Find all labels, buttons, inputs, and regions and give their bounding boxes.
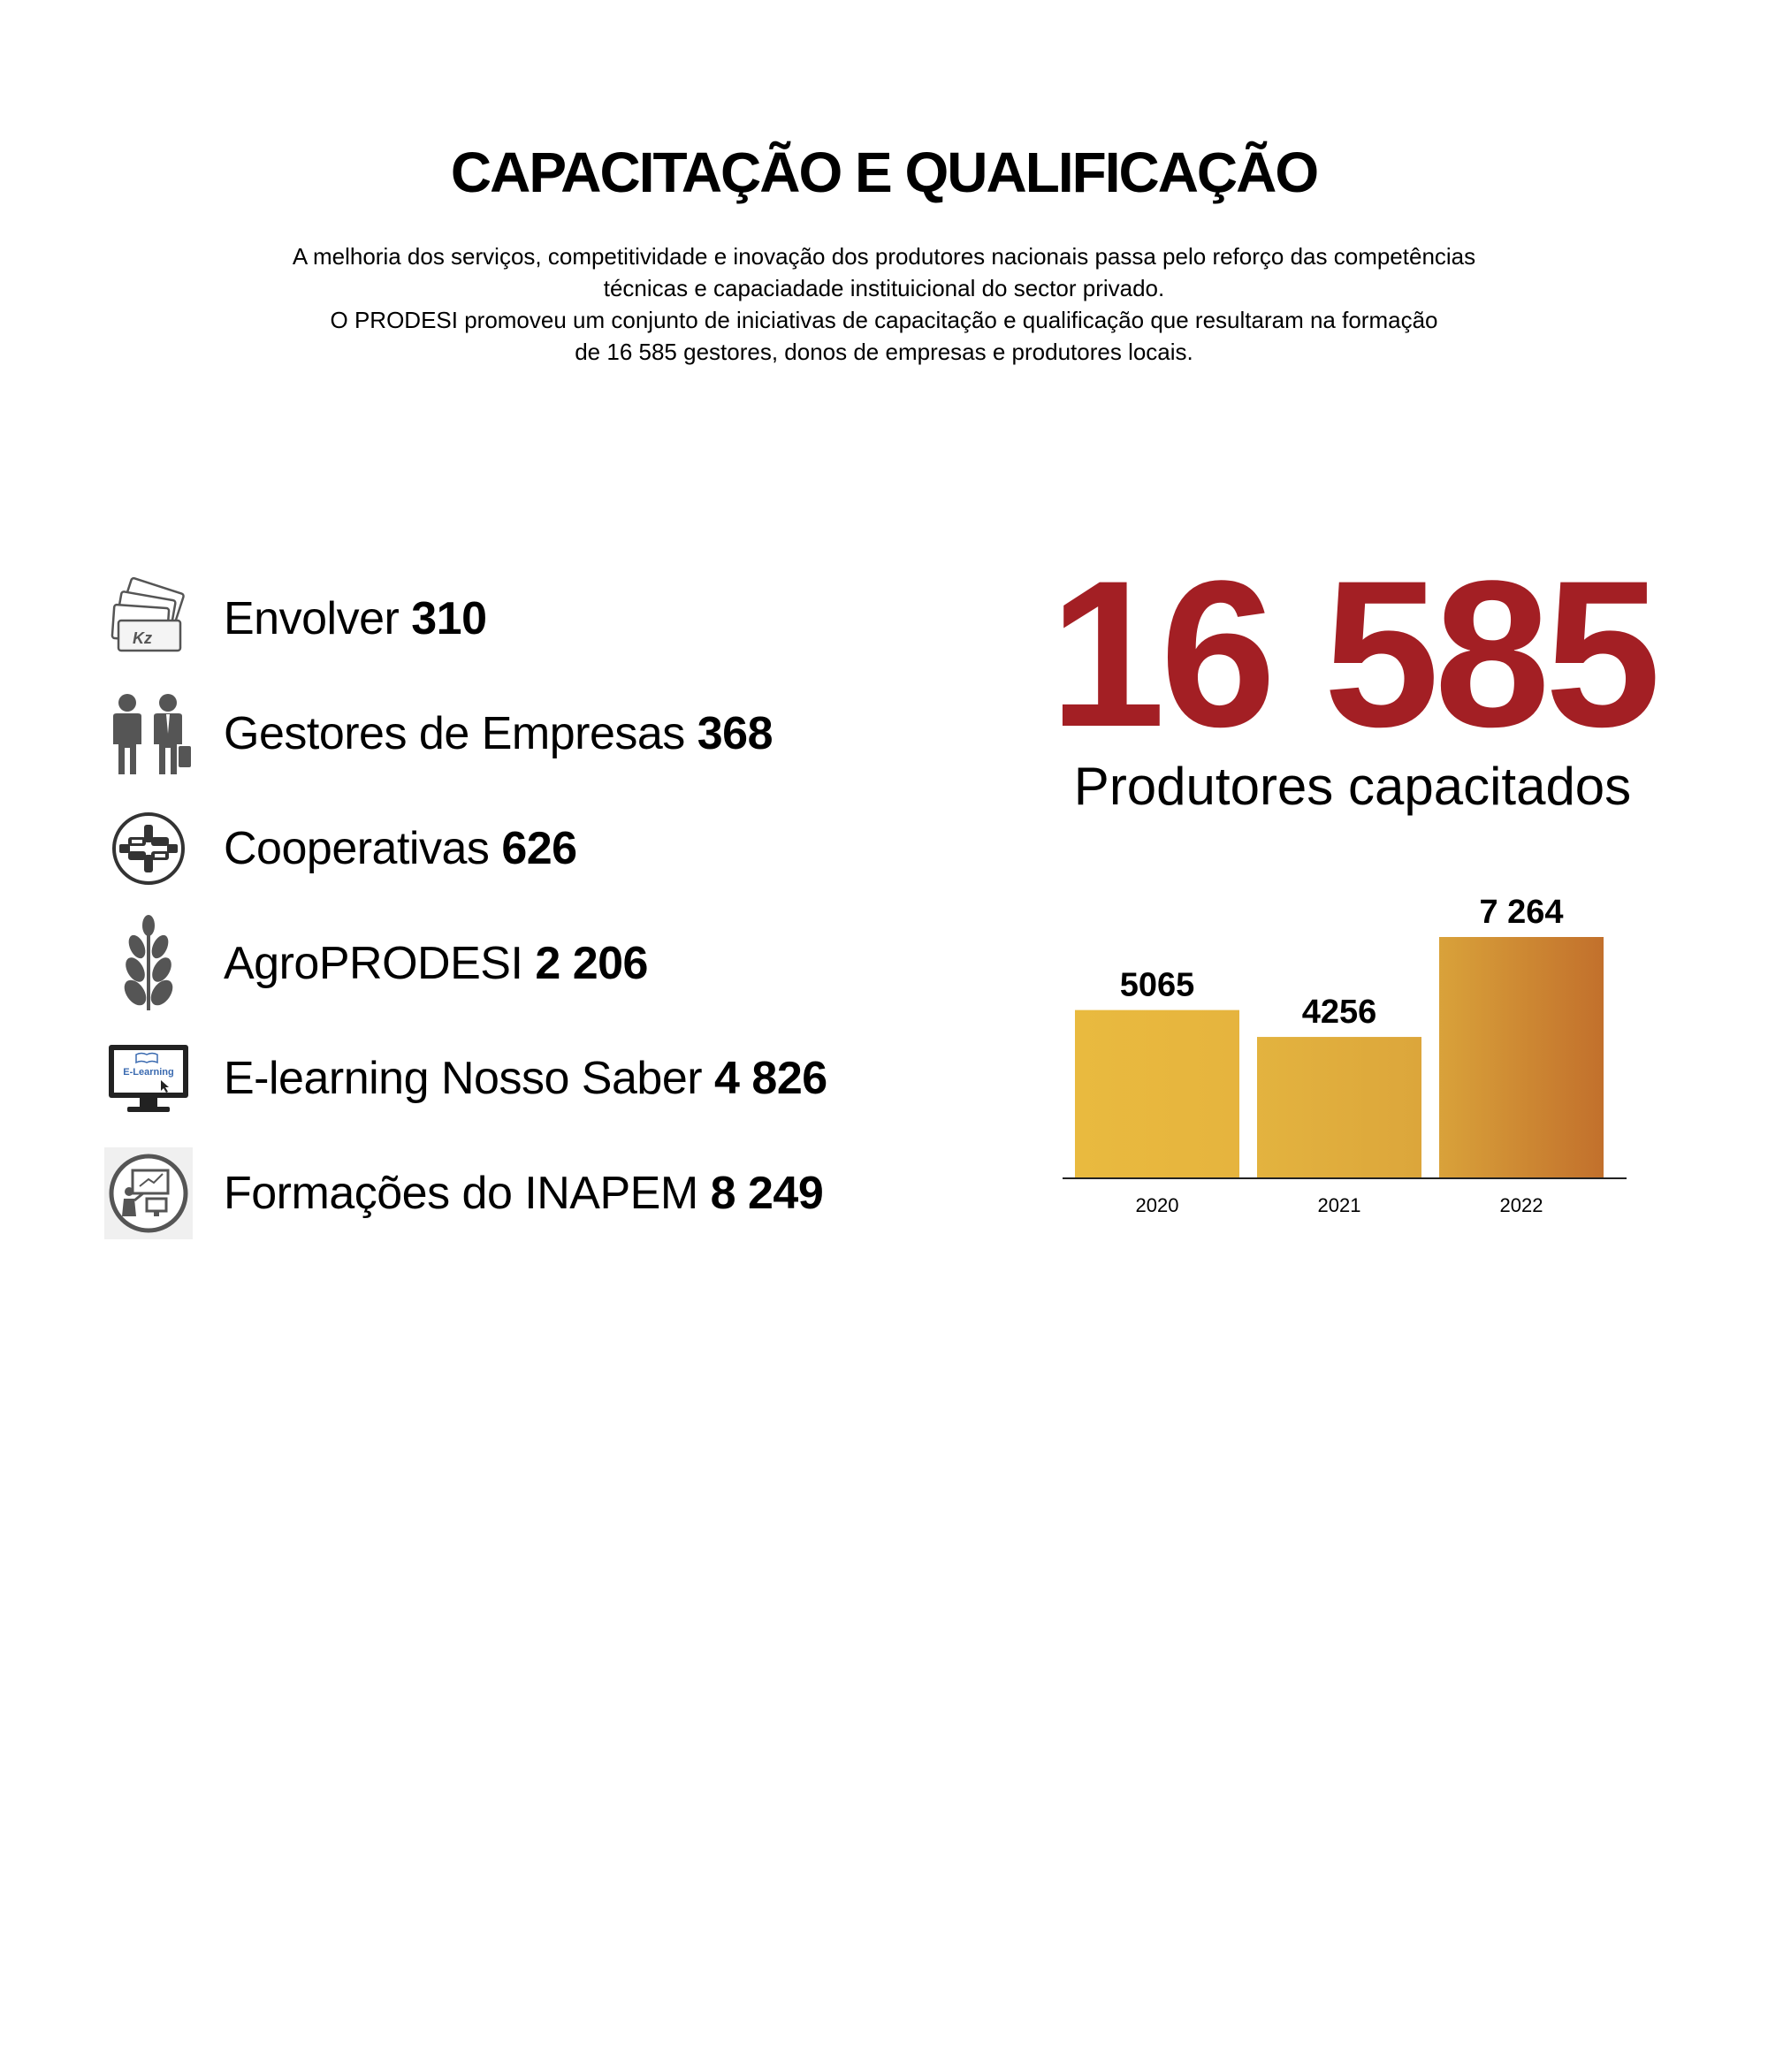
item-value: 2 206 (535, 938, 648, 989)
item-label: Formações do INAPEM (224, 1168, 698, 1219)
item-label: Envolver (224, 593, 400, 644)
list-item-agroprodesi (104, 915, 900, 1012)
item-value: 626 (501, 823, 577, 874)
item-value: 8 249 (710, 1168, 824, 1219)
x-tick-label: 2020 (1135, 1194, 1179, 1216)
business-people-icon (104, 689, 193, 778)
bar-value-label: 7 264 (1479, 894, 1564, 931)
item-value: 368 (697, 708, 773, 759)
total-number: 16 585 (1049, 537, 1656, 771)
intro-text (177, 240, 1591, 368)
item-label: Gestores de Empresas (224, 708, 685, 759)
kz-currency-text: Kz (133, 629, 152, 647)
yearly-bar-chart (1052, 884, 1635, 1238)
list-item-inapem (104, 1145, 900, 1242)
list-item-gestores (104, 685, 900, 782)
elearning-monitor-icon (104, 1034, 193, 1123)
money-cards-icon (104, 575, 193, 663)
total-caption: Produtores capacitados (1073, 757, 1632, 816)
bar-value-label: 5065 (1119, 966, 1195, 1004)
item-label: AgroPRODESI (224, 938, 523, 989)
bar-value-label: 4256 (1301, 994, 1377, 1032)
elearning-icon-text: E-Learning (123, 1067, 174, 1078)
intro-line: A melhoria dos serviços, competitividade e inovação dos produtores nacionais passa pelo reforço das competências (292, 243, 1476, 270)
item-label: E-learning Nosso Saber (224, 1053, 703, 1104)
intro-line: O PRODESI promoveu um conjunto de iniciativas de capacitação e qualificação que resultaram na formação (330, 307, 1438, 333)
bar-chart-svg (1052, 884, 1635, 1238)
list-item-elearning (104, 1030, 900, 1127)
list-item-envolver (104, 570, 900, 667)
x-tick-label: 2022 (1499, 1194, 1543, 1216)
item-label: Cooperativas (224, 823, 490, 874)
bar-2020 (1075, 1010, 1239, 1178)
intro-line: técnicas e capaciadade instituicional do sector privado. (603, 275, 1165, 301)
item-value: 310 (411, 593, 487, 644)
item-value: 4 826 (714, 1053, 827, 1104)
page-title: CAPACITAÇÃO E QUALIFICAÇÃO (450, 141, 1318, 204)
wheat-icon (104, 919, 193, 1008)
list-item-cooperativas (104, 800, 900, 897)
training-presentation-icon (104, 1149, 193, 1238)
bar-2022 (1439, 937, 1604, 1178)
x-tick-label: 2021 (1317, 1194, 1361, 1216)
bar-2021 (1257, 1037, 1421, 1178)
intro-line: de 16 585 gestores, donos de empresas e produtores locais. (575, 339, 1193, 365)
cooperative-hands-icon (104, 804, 193, 893)
